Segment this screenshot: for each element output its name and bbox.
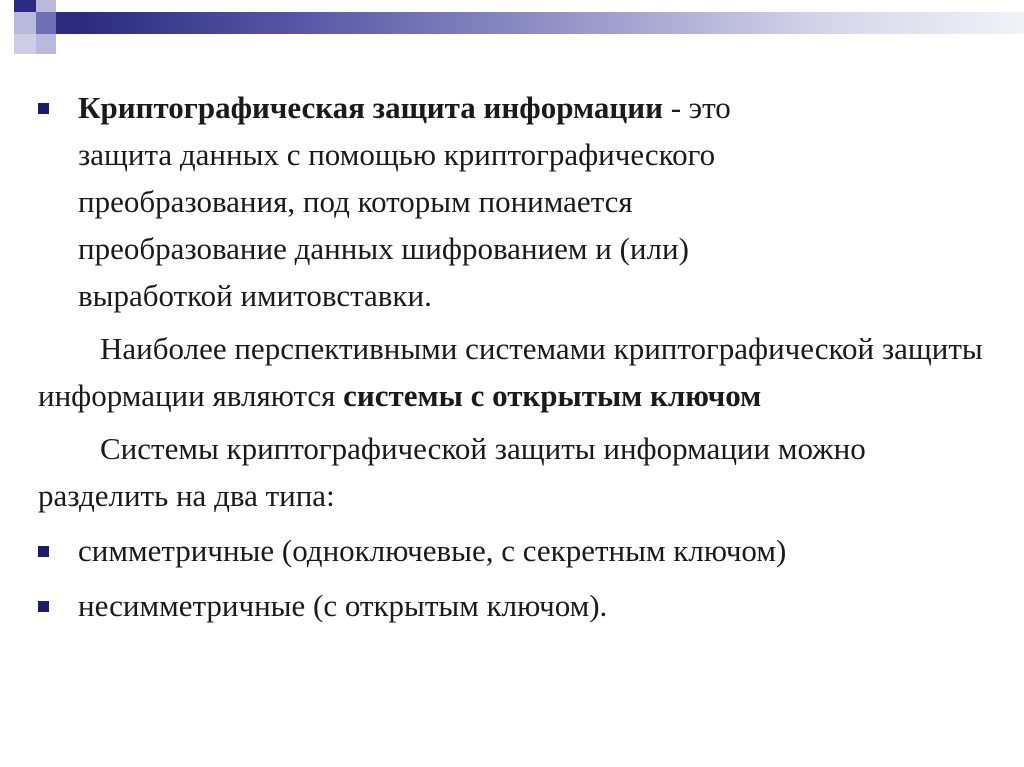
list-item bbox=[38, 582, 998, 629]
decor-square bbox=[14, 0, 36, 12]
square-bullet-icon bbox=[38, 103, 49, 114]
definition-text bbox=[78, 84, 998, 319]
list-item bbox=[38, 84, 998, 319]
definition-line5: выработкой имитовставки. bbox=[78, 278, 432, 313]
header-gradient-bar bbox=[78, 12, 1024, 34]
decor-square bbox=[56, 12, 78, 34]
paragraph-perspective bbox=[38, 325, 998, 419]
paragraph-perspective-text: Наиболее перспективными системами криптографической защиты информации являются bbox=[38, 331, 983, 413]
list-item-text: несимметричные (с открытым ключом). bbox=[78, 588, 608, 623]
paragraph-perspective-bold: системы с открытым ключом bbox=[343, 378, 762, 413]
definition-term: Криптографическая защита информации bbox=[78, 90, 663, 125]
definition-line3: преобразования, под которым понимается bbox=[78, 184, 633, 219]
slide-body bbox=[38, 84, 998, 629]
list-item bbox=[38, 527, 998, 574]
decor-square bbox=[36, 34, 56, 54]
paragraph-types-text: Системы криптографической защиты информации можно разделить на два типа: bbox=[38, 431, 866, 513]
square-bullet-icon bbox=[38, 601, 49, 612]
square-bullet-icon bbox=[38, 546, 49, 557]
list-item-text: симметричные (одноключевые, с секретным ключом) bbox=[78, 533, 787, 568]
definition-line4: преобразование данных шифрованием и (или) bbox=[78, 231, 689, 266]
decor-square bbox=[14, 34, 36, 54]
paragraph-types bbox=[38, 425, 998, 519]
definition-line1-rest: - это bbox=[662, 90, 731, 125]
decor-square bbox=[36, 0, 56, 12]
decor-square bbox=[14, 12, 36, 34]
definition-line2: защита данных с помощью криптографического bbox=[78, 137, 716, 172]
decor-square bbox=[36, 12, 56, 34]
